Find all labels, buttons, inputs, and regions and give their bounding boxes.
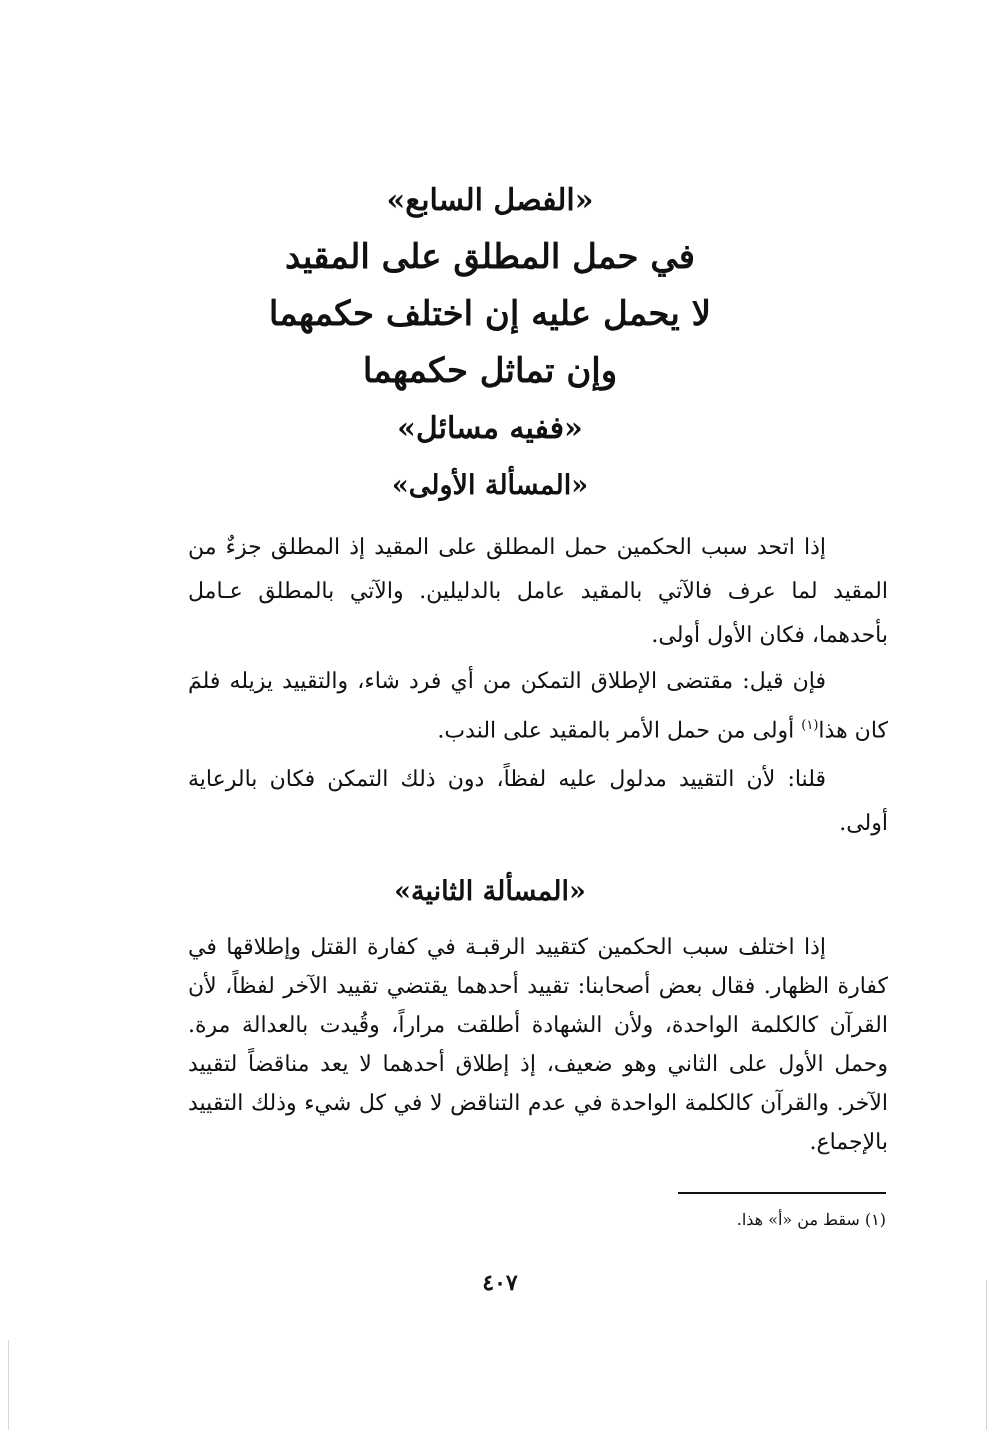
section1-paragraph-1	[188, 526, 888, 658]
section2-paragraph-1-text: إذا اختلف سبب الحكمين كتقييد الرقبـة في كفارة القتل وإطلاقها في كفارة الظهار. فقال بعض أصحابنا: تقييد أحدهما يقتضي تقييد الآخر لفظاً، لأن القرآن كالكلمة الواحدة، ولأن الشهادة أطلقت مراراً، وقُيدت بالعدالة مرة. وحمل الأول على الثاني وهو ضعيف، إذ إطلاق أحدهما لا يعد مناقضاً لتقييد الآخر. والقرآن كالكلمة الواحدة في عدم التناقض لا في كل شيء وذلك التقييد بالإجماع.	[188, 935, 888, 1155]
chapter-title-line-1: في حمل المطلق على المقيد	[285, 237, 695, 277]
section-heading-1: «المسألة الأولى»	[391, 470, 589, 501]
section1-paragraph-2-text: فإن قيل: مقتضى الإطلاق التمكن من أي فرد شاء، والتقييد يزيله فلمَ كان هذا	[188, 669, 888, 744]
page-number: ٤٠٧	[482, 1270, 518, 1296]
chapter-title-line-2: لا يحمل عليه إن اختلف حكمهما	[268, 294, 712, 334]
chapter-title	[180, 172, 800, 457]
chapter-number: «الفصل السابع»	[386, 183, 594, 218]
scan-edge-left	[8, 1340, 9, 1430]
section1-paragraph-3	[188, 758, 888, 846]
section-heading-2: «المسألة الثانية»	[394, 876, 586, 907]
footnote-reference: (١)	[801, 718, 819, 733]
section1-paragraph-2	[188, 660, 888, 753]
section1-paragraph-3-text: قلنا: لأن التقييد مدلول عليه لفظاً، دون ذلك التمكن فكان بالرعاية أولى.	[188, 767, 888, 836]
chapter-subtitle: «ففيه مسائل»	[397, 411, 583, 446]
chapter-title-line-3: وإن تماثل حكمهما	[362, 351, 618, 391]
footnote-divider	[678, 1192, 886, 1194]
section1-paragraph-2-text-end: أولى من حمل الأمر بالمقيد على الندب.	[437, 718, 802, 744]
section1-paragraph-1-text: إذا اتحد سبب الحكمين حمل المطلق على المقيد إذ المطلق جزءٌ من المقيد لما عرف فالآتي بالمقيد عامل بالدليلين. والآتي بالمطلق عـامل بأحدهما، فكان الأول أولى.	[188, 535, 888, 648]
section2-paragraph-1	[188, 928, 888, 1162]
footnote: (١) سقط من «أ» هذا.	[736, 1210, 886, 1229]
